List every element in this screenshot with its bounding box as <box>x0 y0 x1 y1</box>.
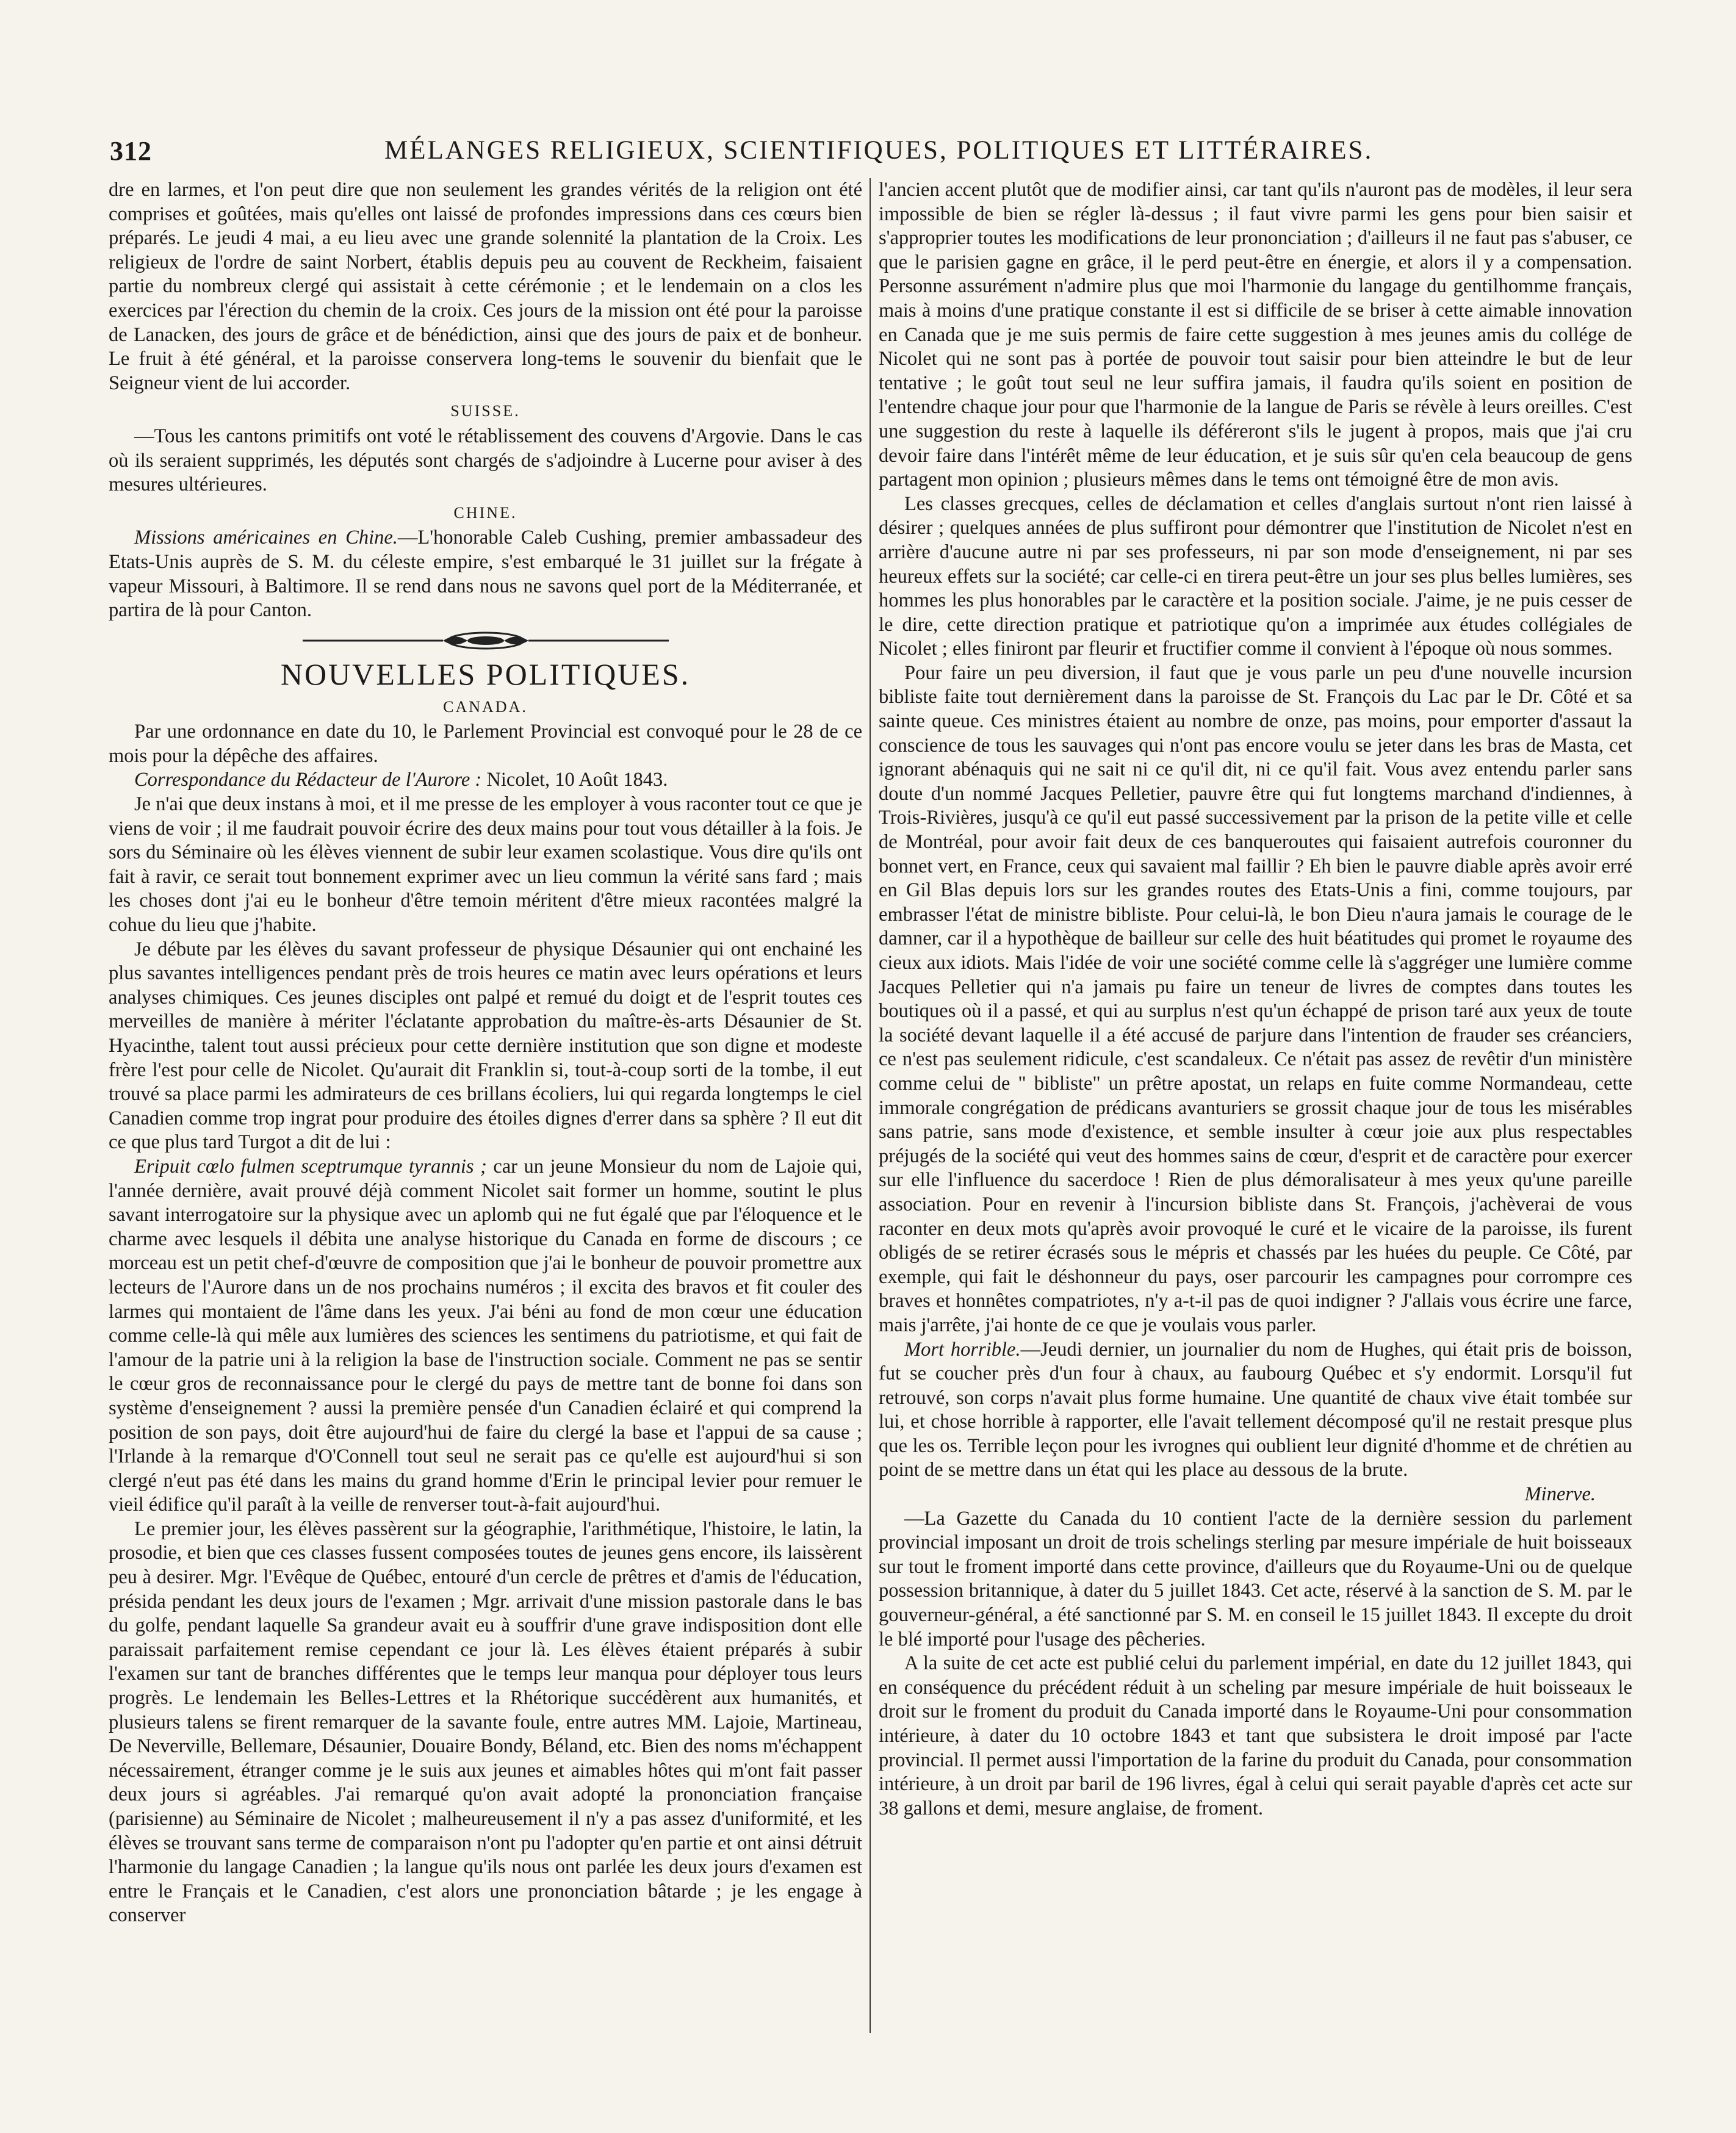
paragraph: Je débute par les élèves du savant professeur de physique Désaunier qui ont enchainé les plus savantes intelligences pendant près de trois heures ce matin avec leurs opérations et leurs analyses chimiques. Ces jeunes disciples ont palpé et remué du doigt et de l'esprit toutes ces merveilles de manière à mériter l'éclatante approbation du maître-ès-arts Désaunier de St. Hyacinthe, talent tout aussi précieux pour cette dernière institution que son digne et modeste frère l'est pour celle de Nicolet. Qu'aurait dit Franklin si, tout-à-coup sorti de la tombe, il eut trouvé sa place parmi les admirateurs de ces brillans écoliers, lui qui regarda longtemps le ciel Canadien comme trop ingrat pour produire des étoiles dignes d'errer dans sa sphère ? Il eut dit ce que plus tard Turgot a dit de lui : <box>109 938 862 1154</box>
section-heading-canada: CANADA. <box>443 697 528 716</box>
article-title: Mort horrible. <box>904 1338 1021 1361</box>
paragraph: —L'honorable Caleb Cushing, premier ambassadeur des Etats-Unis auprès de S. M. du céleste empire, s'est embarqué le 31 juillet sur la frégate à vapeur Missouri, à Baltimore. Il se rend dans nous ne savons quel port de la Méditerranée, et partira de là pour Canton. <box>109 527 862 622</box>
running-title: MÉLANGES RELIGIEUX, SCIENTIFIQUES, POLITIQUES ET LITTÉRAIRES. <box>384 136 1374 165</box>
left-column <box>109 178 862 2045</box>
paragraph: —La Gazette du Canada du 10 contient l'acte de la dernière session du parlement provincial imposant un droit de trois schelings sterling par mesure impériale de huit boisseaux sur tout le froment importé dans cette province, d'ailleurs que du Royaume-Uni ou de quelque possession britannique, à dater du 5 juillet 1843. Cet acte, réservé à la sanction de S. M. par le gouverneur-général, a été sanctionné par S. M. en conseil le 15 juillet 1843. Il excepte du droit le blé importé pour l'usage des pêcheries. <box>879 1507 1632 1650</box>
correspondence-place: Nicolet, 10 Août 1843. <box>486 769 668 791</box>
section-heading-suisse: SUISSE. <box>450 402 520 420</box>
paragraph: l'ancien accent plutôt que de modifier ainsi, car tant qu'ils n'auront pas de modèles, il leur sera impossible de bien se régler là-dessus ; il faut vivre parmi les gens pour bien saisir et s'approprier toutes les modifications de leur prononciation ; d'ailleurs il ne faut pas s'abuser, ce que le parisien gagne en grâce, il le perd peut-être en énergie, et alors il y a compensation. Personne assurément n'admire plus que moi l'harmonie du langage du gentilhomme français, mais à moins d'une pratique constante il est si difficile de se briser à cette aimable innovation en Canada que je me suis permis de faire cette suggestion à mes jeunes amis du collége de Nicolet qui ne sont pas à portée de pouvoir tout saisir pour bien atteindre le but de leur tentative ; le goût tout seul ne leur suffira jamais, il faudra qu'ils soient en position de l'entendre chaque jour pour que l'harmonie de la langue de Paris se révèle à leurs oreilles. C'est une suggestion du reste à laquelle ils déféreront s'ils le jugent à propos, mais que j'ai cru devoir faire dans l'intérêt même de leur éducation, et je suis sûr qu'en cela beaucoup de gens partagent mon opinion ; plusieurs mêmes dans le tems ont témoigné être de mon avis. <box>879 179 1632 491</box>
paragraph: Le premier jour, les élèves passèrent sur la géographie, l'arithmétique, l'histoire, le latin, la prosodie, et bien que ces classes fussent composées toutes de jeunes gens encore, ils laissèrent peu à desirer. Mgr. l'Evêque de Québec, entouré d'un cercle de prêtres et d'amis de l'éducation, présida pendant les deux jours de l'examen ; Mgr. arrivait d'une mission pastorale dans le bas du golfe, pendant laquelle Sa grandeur avait eu à souffrir d'une grave indisposition dont elle paraissait parfaitement remise cependant ce jour là. Les élèves étaient préparés à subir l'examen sur tant de branches différentes que le temps leur manqua pour déployer tous leurs progrès. Le lendemain les Belles-Lettres et la Rhétorique succédèrent aux humanités, et plusieurs talens se firent remarquer de la savante foule, entre autres MM. Lajoie, Martineau, De Neverville, Bellemare, Désaunier, Douaire Bondy, Béland, etc. Bien des noms m'échappent nécessairement, étranger comme je le suis aux jeunes et aimables hôtes qui m'ont fait passer deux jours si agréables. J'ai remarqué qu'on avait adopté la prononciation française (parisienne) au Séminaire de Nicolet ; malheureusement il n'y a pas assez d'uniformité, et les élèves se trouvant sans terme de comparaison n'ont pu l'adopter qu'en partie et ont ainsi détruit l'harmonie du langage Canadien ; la langue qu'ils nous ont parlée les deux jours d'examen est entre le Français et le Canadien, c'est alors une prononciation bâtarde ; je les engage à conserver <box>109 1517 862 1927</box>
page-header <box>110 135 1635 174</box>
paragraph: Pour faire un peu diversion, il faut que je vous parle un peu d'une nouvelle incursion bibliste faite tout dernièrement dans la paroisse de St. François du Lac par le Dr. Côté et sa sainte queue. Ces ministres étaient au nombre de onze, pas moins, pour emporter d'assaut la conscience de tous les sauvages qui n'ont pas encore voulu se jeter dans les bras de Masta, cet ignorant abénaquis qui ne sait ni ce qu'il dit, ni ce qu'il fait. Vous avez entendu parler sans doute d'un nommé Jacques Pelletier, pauvre être qui fut longtems marchand d'indiennes, à Trois-Rivières, jusqu'à ce qu'il eut passé successivement par la prison de la petite ville et celle de Montréal, pour avoir fait deux de ces banqueroutes qui faisaient autrefois couronner du bonnet vert, en France, ceux qui savaient mal faillir ? Eh bien le pauvre diable après avoir erré en Gil Blas depuis lors sur les grandes routes des Etats-Unis a fini, comme toujours, par embrasser l'état de ministre bibliste. Pour celui-là, le bon Dieu n'aura jamais le courage de le damner, car il a hypothèque de bailleur sur celle des huit béatitudes qui promet le royaume des cieux aux idiots. Mais l'idée de voir une société comme celle là s'aggréger une lumière comme Jacques Pelletier qui n'a jamais pu faire un teneur de livres de comptes dans toutes les boutiques où il a passé, et qui au surplus n'est qu'un échappé de prison taré aux yeux de toute la société devant laquelle il a été accusé de parjure dans l'intention de frauder ses créanciers, ce n'est pas seulement ridicule, c'est scandaleux. Ce n'était pas assez de revêtir d'un ministère comme celui de " bibliste" un prêtre apostat, un relaps en fuite comme Normandeau, cette immorale congrégation de prédicans avanturiers se grossit chaque jour de tous les misérables sans patrie, sans mode d'existence, et semble insulter à cœur joie aux plus respectables préjugés de la société qui veut des hommes sains de cœur, d'esprit et de caractère pour exercer sur elle l'influence du sacerdoce ! Rien de plus démoralisateur à mes yeux qu'une pareille association. Pour en revenir à l'incursion bibliste dans St. François, j'achèverai de vous raconter en deux mots qu'après avoir provoqué le curé et le vicaire de la paroisse, ils furent obligés de se retirer écrasés sous le mépris et chassés par les huées du peuple. Ce Côté, par exemple, qui fait le déshonneur du pays, oser parcourir les campagnes pour corrompre ces braves et honnêtes compatriotes, n'y a-t-il pas de quoi indigner ? J'allais vous écrire une farce, mais j'arrête, j'ai honte de ce que je voulais vous parler. <box>879 661 1632 1336</box>
section-heading-nouvelles-politiques: NOUVELLES POLITIQUES. <box>280 656 691 691</box>
paragraph: Les classes grecques, celles de déclamation et celles d'anglais surtout n'ont rien laissé à désirer ; quelques années de plus suffiront pour démontrer que l'institution de Nicolet n'est en arrière d'aucune autre ni par ses professeurs, ni par son mode d'enseignement, ni par ses heureux effets sur la société; car celle-ci en tirera peut-être un jour ses plus belles lumières, ses hommes les plus honorables par le caractère et la position sociale. J'aime, je ne puis cesser de le dire, cette direction pratique et patriotique qu'on a imprimée aux études collégiales de Nicolet ; elles finiront par fleurir et fructifier comme il convient à l'époque où nous sommes. <box>879 492 1632 660</box>
correspondence-title: Correspondance du Rédacteur de l'Aurore : <box>134 769 482 791</box>
article-title: Missions américaines en Chine. <box>134 527 398 549</box>
paragraph: Par une ordonnance en date du 10, le Parlement Provincial est convoqué pour le 28 de ce mois pour la dépêche des affaires. <box>109 721 862 767</box>
paragraph: —Jeudi dernier, un journalier du nom de Hughes, qui était pris de boisson, fut se coucher près d'un four à chaux, au faubourg Québec et s'y endormit. Lorsqu'il fut retrouvé, son corps n'avait plus forme humaine. Une quantité de chaux vive était tombée sur lui, et chose horrible à rapporter, elle l'avait tellement décomposé qu'il ne restait presque plus que les os. Terrible leçon pour les ivrognes qui oublient leur dignité d'homme et de chrétien au point de se mettre dans un état qui les place au dessous de la brute. <box>879 1338 1632 1481</box>
latin-quote: Eripuit cœlo fulmen sceptrumque tyrannis ; <box>134 1155 487 1178</box>
section-heading-chine: CHINE. <box>453 503 517 522</box>
page-number: 312 <box>110 136 152 166</box>
paragraph: car un jeune Monsieur du nom de Lajoie qui, l'année dernière, avait prouvé déjà comment Nicolet sait former un homme, soutint le plus savant interrogatoire sur la physique avec un aplomb qui ne fut égalé que par l'éloquence et le charme avec lesquels il débita une analyse historique du Canada en forme de discours ; ce morceau est un petit chef-d'œuvre de composition que j'ai le bonheur de pouvoir promettre aux lecteurs de l'Aurore dans un de nos prochains numéros ; il excita des bravos et fit couler des larmes qui montaient de l'âme dans les yeux. J'ai béni au fond de mon cœur une éducation comme celle-là qui mêle aux lumières des sciences les sentimens du patriotisme, et qui fait de l'amour de la patrie uni à la religion la base de l'instruction sociale. Comment ne pas se sentir le cœur gros de reconnaissance pour le clergé du pays de mettre tant de bonne foi dans son système d'enseignement ? aussi la première pensée d'un Canadien éclairé et qui comprend la position de son pays, doit être aujourd'hui de faire du clergé la base et l'appui de sa cause ; l'Irlande à la remarque d'O'Connell tout seul ne serait pas ce qu'elle est aujourd'hui si son clergé n'eut pas été dans les mains du grand homme d'Erin le principal levier pour remuer le vieil édifice qu'il paraît à la veille de renverser tout-à-fait aujourd'hui. <box>109 1155 862 1516</box>
paragraph: Je n'ai que deux instans à moi, et il me presse de les employer à vous raconter tout ce que je viens de voir ; il me faudrait pouvoir écrire des deux mains pour tout vous détailler à la fois. Je sors du Séminaire où les élèves viennent de subir leur examen scolastique. Vous dire qu'ils ont fait à ravir, ce serait tout bonnement exprimer avec un lieu commun la vérité sans fard ; mais les choses dont j'ai eu le bonheur d'être temoin méritent d'être mieux racontées malgré la cohue du lieu que j'habite. <box>109 793 862 937</box>
paragraph: dre en larmes, et l'on peut dire que non seulement les grandes vérités de la religion ont été comprises et goûtées, mais qu'elles ont laissé de profondes impressions dans ces cœurs bien préparés. Le jeudi 4 mai, a eu lieu avec une grande solennité la plantation de la Croix. Les religieux de l'ordre de saint Norbert, établis depuis peu au couvent de Reckheim, faisaient partie du nombreux clergé qui assistait à cette cérémonie ; et le lendemain on a clos les exercices par l'érection du chemin de la croix. Ces jours de la mission ont été pour la paroisse de Lanacken, des jours de grâce et de bénédiction, ainsi que des jours de paix et de bonheur. Le fruit à été général, et la paroisse conservera long-tems le souvenir du bienfait que le Seigneur vient de lui accorder. <box>109 179 862 394</box>
paragraph: A la suite de cet acte est publié celui du parlement impérial, en date du 12 juillet 1843, qui en conséquence du précédent réduit à un scheling par mesure impériale de huit boisseaux le droit sur le froment du produit du Canada importé dans le Royaume-Uni pour consommation intérieure, à dater du 10 octobre 1843 et tant que subsistera le droit imposé par l'acte provincial. Il permet aussi l'importation de la farine du produit du Canada, pour consommation intérieure, à un droit par baril de 196 livres, égal à celui qui serait payable d'après cet acte sur 38 gallons et demi, mesure anglaise, de froment. <box>879 1652 1632 1819</box>
ornament-divider-icon <box>290 629 681 652</box>
right-column <box>879 178 1632 2045</box>
signature: Minerve. <box>1524 1483 1596 1506</box>
paragraph: —Tous les cantons primitifs ont voté le rétablissement des couvens d'Argovie. Dans le cas où ils seraient supprimés, les députés sont chargés de s'adjoindre à Lucerne pour aviser à des mesures ultérieures. <box>109 425 862 496</box>
column-divider <box>870 178 871 2033</box>
